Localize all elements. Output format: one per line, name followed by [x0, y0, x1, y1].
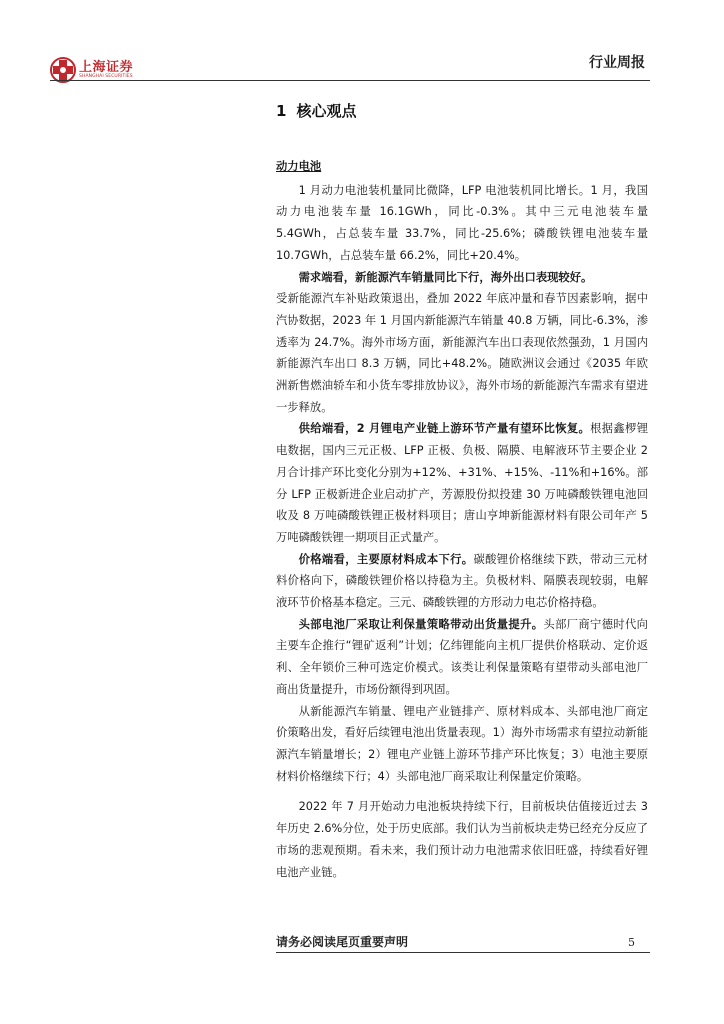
disclaimer-notice: 请务必阅读尾页重要声明 [276, 935, 409, 949]
paragraph-text: 根据鑫椤锂电数据，国内三元正极、LFP 正极、负极、隔膜、电解液环节主要企业 2 月合计排产环比变化分别为+12%、+31%、+15%、-11%和+16%。部分 LFP 正极新进企业启动扩产，芳源股份拟投建 30 万吨磷酸铁锂电池回收及 8 万吨磷酸铁锂正极材料项目；唐山亨坤新能源材料有限公司年产 5 万吨磷酸铁锂一期项目正式量产。 [276, 422, 648, 544]
paragraph-text: 头部厂商宁德时代向主要车企推行“锂矿返利”计划；亿纬锂能向主机厂提供价格联动、定价返利、全年锁价三种可选定价模式。该类让利保量策略有望带动头部电池厂商出货量提升，市场份额得到巩固。 [276, 617, 648, 696]
paragraph-7 [276, 701, 648, 788]
paragraph-5 [276, 549, 648, 614]
page-number: 5 [628, 936, 635, 949]
paragraph-lead: 头部电池厂采取让利保量策略带动出货量提升。 [298, 617, 544, 631]
main-content [276, 156, 648, 883]
paragraph-text: 受新能源汽车补贴政策退出，叠加 2022 年底冲量和春节因素影响，据中汽协数据，2023 年 1 月国内新能源汽车销量 40.8 万辆，同比-6.3%，渗透率为 24.7%。海外市场方面，新能源汽车出口表现依然强劲，1 月国内新能源汽车出口 8.3 万辆，同比+48.2%。随欧洲议会通过《2035 年欧洲新售燃油轿车和小货车零排放协议》，海外市场的新能源汽车需求有望进一步释放。 [276, 292, 648, 414]
header-divider [50, 80, 650, 81]
paragraph-text: 碳酸锂价格继续下跌，带动三元材料价格向下，磷酸铁锂价格以持稳为主。负极材料、隔膜表现较弱，电解液环节价格基本稳定。三元、磷酸铁锂的方形动力电芯价格持稳。 [276, 552, 648, 610]
paragraph-8 [276, 796, 648, 883]
paragraph-lead: 需求端看，新能源汽车销量同比下行，海外出口表现较好。 [298, 270, 593, 284]
logo-name-en: SHANGHAI SECURITIES [79, 74, 133, 79]
report-type-label: 行业周报 [589, 55, 645, 71]
section-heading: 核心观点 [296, 102, 357, 120]
paragraph-spacer [276, 787, 648, 796]
paragraph-3 [276, 288, 648, 418]
paragraph-1 [276, 180, 648, 267]
logo-name-cn: 上海证券 [79, 60, 134, 75]
paragraph-lead: 供给端看，2 月锂电产业链上游环节产量有望环比恢复。 [298, 422, 591, 436]
footer-divider [276, 952, 650, 953]
section-title [276, 100, 356, 121]
subheading: 动力电池 [276, 160, 322, 173]
paragraph-6 [276, 614, 648, 701]
section-number: 1 [276, 102, 287, 120]
paragraph-4 [276, 418, 648, 548]
paragraph-text: 2022 年 7 月开始动力电池板块持续下行，目前板块估值接近过去 3 年历史 2.6%分位，处于历史底部。我们认为当前板块走势已经充分反应了市场的悲观预期。看未来，我们预计动力电池需求依旧旺盛，持续看好锂电池产业链。 [276, 800, 648, 879]
paragraph-text: 从新能源汽车销量、锂电产业链排产、原材料成本、头部电池厂商定价策略出发，看好后续锂电池出货量表现。1）海外市场需求有望拉动新能源汽车销量增长；2）锂电产业链上游环节排产环比恢复；3）电池主要原材料价格继续下行；4）头部电池厂商采取让利保量定价策略。 [276, 704, 648, 783]
paragraph-text: 1 月动力电池装机量同比微降，LFP 电池装机同比增长。1 月，我国动力电池装车量 16.1GWh，同比-0.3%。其中三元电池装车量 5.4GWh，占总装车量 33.7%，同比-25.6%；磷酸铁锂电池装车量 10.7GWh，占总装车量 66.2%，同比+20.4%。 [276, 183, 648, 262]
paragraph-lead: 价格端看，主要原材料成本下行。 [298, 552, 474, 566]
paragraph-2-lead [276, 267, 648, 289]
